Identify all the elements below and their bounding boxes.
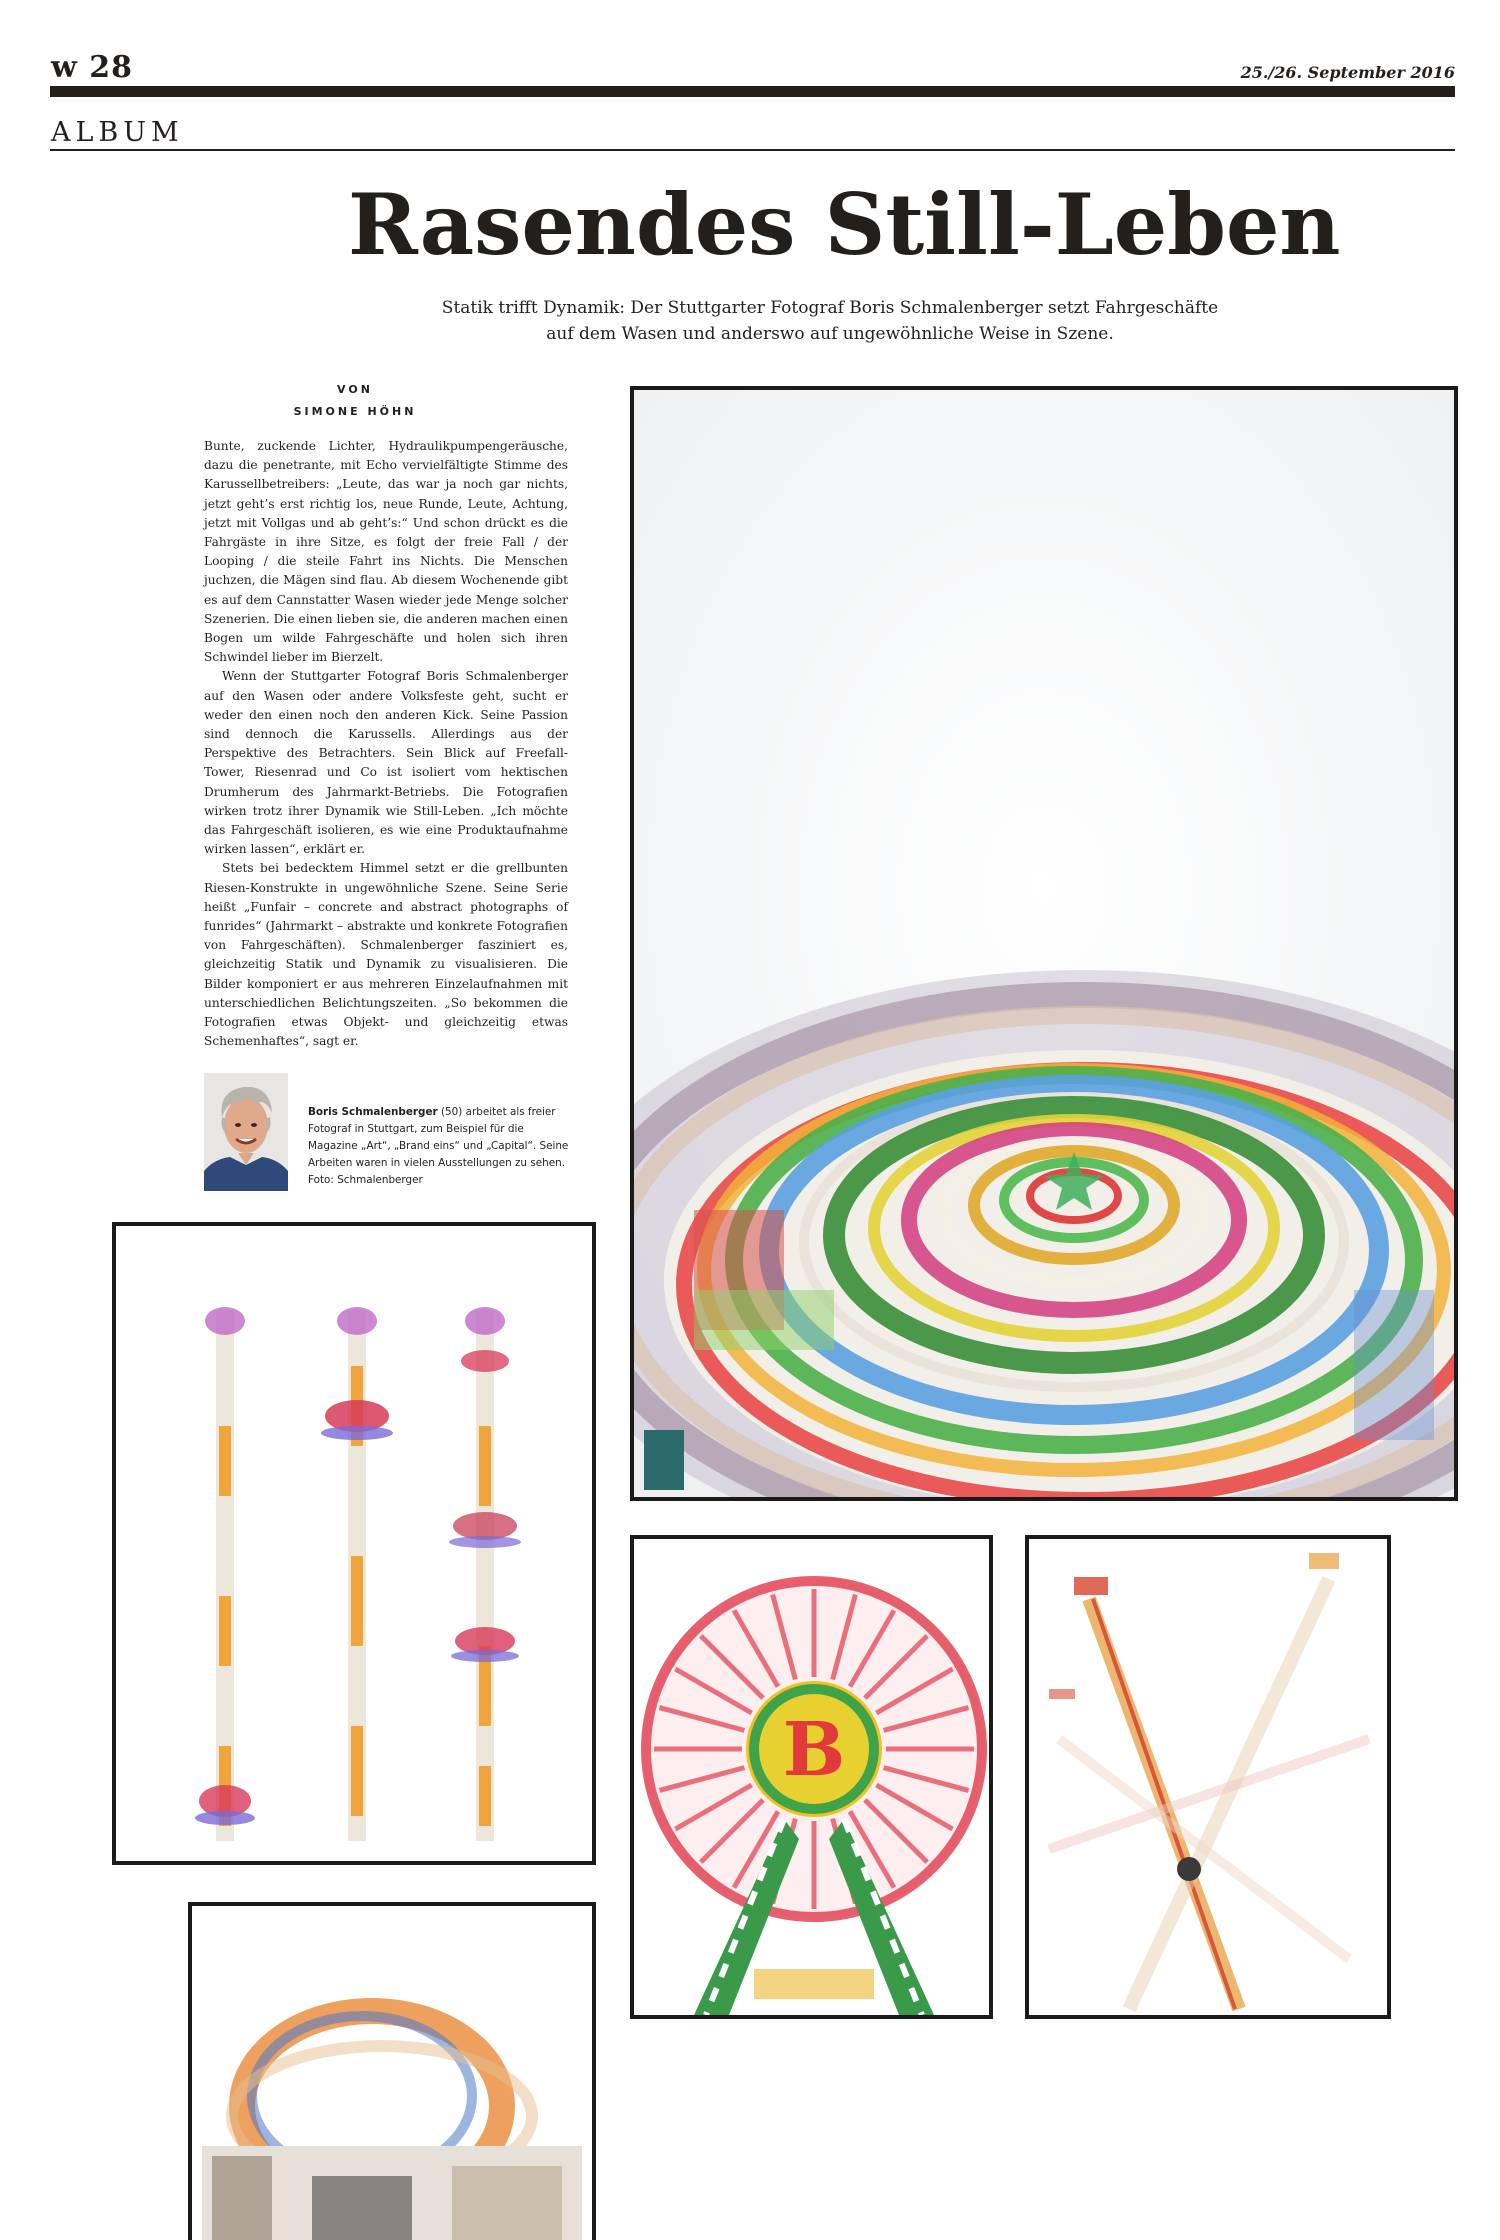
- photo-swing-ride: [1025, 1535, 1391, 2019]
- author-caption-text: (50) arbeitet als freier Fotograf in Stuttgart, zum Beispiel für die Magazine „Art“, „Brand eins“ und „Capital“. Seine Arbeiten waren in vielen Ausstellungen zu sehen. Foto: Schmalenberger: [308, 1106, 569, 1186]
- author-caption: [308, 1104, 572, 1189]
- article-paragraph: Bunte, zuckende Lichter, Hydraulikpumpengeräusche, dazu die penetrante, mit Echo vervielfältigte Stimme des Karussellbetreibers: „Leute, das war ja noch gar nichts, jetzt geht’s erst richtig los, neue Runde, Leute, Achtung, jetzt mit Vollgas und ab geht’s:“ Und schon drückt es die Fahrgäste in ihre Sitze, es folgt der freie Fall / der Looping / die steile Fahrt ins Nichts. Die Menschen juchzen, die Mägen sind flau. Ab diesem Wochenende gibt es auf dem Cannstatter Wasen wieder jede Menge solcher Szenerien. Die einen lieben sie, die anderen machen einen Bogen um wilde Fahrgeschäfte und holen sich ihren Schwindel lieber im Bierzelt.: [204, 439, 568, 665]
- photo-ferris-wheel: [630, 1535, 993, 2019]
- photo-loop-ride: [188, 1902, 596, 2240]
- author-photo: [204, 1073, 288, 1191]
- carousel-image: [634, 390, 1454, 1497]
- article-paragraph: Wenn der Stuttgarter Fotograf Boris Schmalenberger auf den Wasen oder andere Volksfeste geht, sucht er weder den einen noch den anderen Kick. Seine Passion sind dennoch die Karussells. Allerdings aus der Perspektive des Betrachters. Sein Blick auf Freefall-Tower, Riesenrad und Co ist isoliert vom hektischen Drumherum des Jahrmarkt-Betriebs. Die Fotografien wirken trotz ihrer Dynamik wie Still-Leben. „Ich möchte das Fahrgeschäft isolieren, es wie eine Produktaufnahme wirken lassen“, erklärt er.: [204, 669, 568, 857]
- photo-freefall-towers: [112, 1222, 596, 1865]
- byline-author: SIMONE HÖHN: [293, 405, 417, 418]
- standfirst-line: auf dem Wasen und anderswo auf ungewöhnliche Weise in Szene.: [546, 324, 1114, 344]
- standfirst-line: Statik trifft Dynamik: Der Stuttgarter Fotograf Boris Schmalenberger setzt Fahrgeschäfte: [441, 298, 1219, 318]
- byline-label: VON: [337, 383, 373, 396]
- article-body: [204, 437, 568, 1052]
- article-paragraph: Stets bei bedecktem Himmel setzt er die grellbunten Riesen-Konstrukte in ungewöhnliche Szene. Seine Serie heißt „Funfair – concrete and abstract photographs of funrides“ (Jahrmarkt – abstrakte und konkrete Fotografien von Fahrgeschäften). Schmalenberger fasziniert es, gleichzeitig Statik und Dynamik zu visualisieren. Die Bilder komponiert er aus mehreren Einzelaufnahmen mit unterschiedlichen Belichtungszeiten. „So bekommen die Fotografien etwas Objekt- und gleichzeitig etwas Schemenhaftes“, sagt er.: [204, 861, 568, 1049]
- article-headline: Rasendes Still-Leben: [348, 175, 1341, 274]
- page-number: w 28: [51, 50, 134, 85]
- article-standfirst: [420, 295, 1240, 347]
- photo-carousel: [630, 386, 1458, 1501]
- section-rule: [50, 149, 1455, 151]
- ferris-wheel-image: [634, 1539, 989, 2015]
- swing-ride-image: [1029, 1539, 1387, 2015]
- wheel-letter: B: [782, 1707, 846, 1793]
- towers-image: [116, 1226, 592, 1861]
- header-rule: [50, 86, 1455, 97]
- author-name: Boris Schmalenberger: [308, 1106, 438, 1118]
- author-portrait-image: [204, 1073, 288, 1191]
- section-label: ALBUM: [51, 117, 184, 148]
- issue-date: 25./26. September 2016: [1240, 63, 1455, 82]
- loop-ride-image: [192, 1906, 592, 2240]
